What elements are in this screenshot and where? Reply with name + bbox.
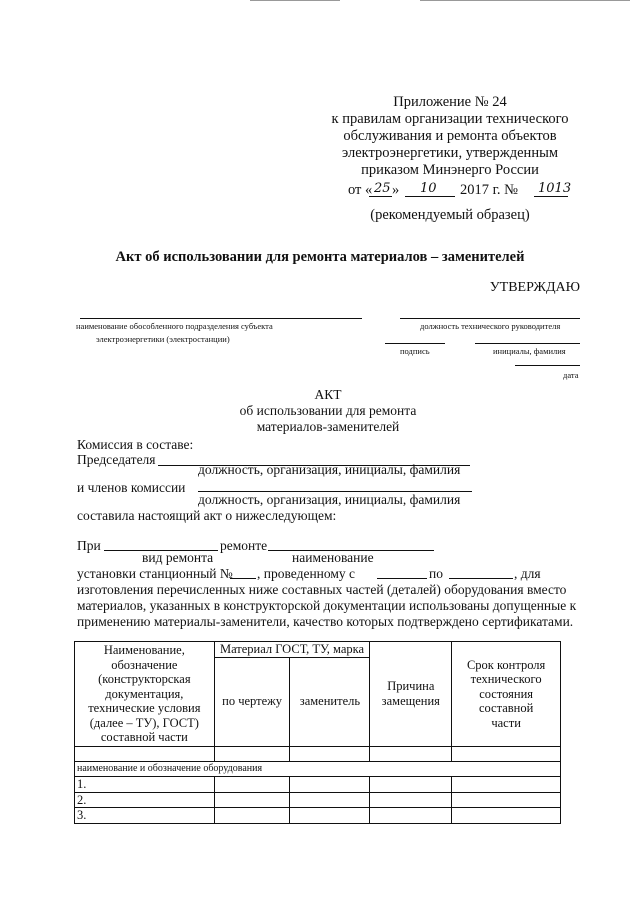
repair-paragraph-line: применению материалы-заменители, качество которых подтверждено сертификатами. xyxy=(77,614,574,629)
for-label: , для xyxy=(514,566,541,581)
installation-number-field[interactable] xyxy=(230,578,256,579)
repair-paragraph-line: материалов, указанных в конструкторской документации использованы допущенные к xyxy=(77,598,577,613)
subdivision-caption-2: электроэнергетики (электростанции) xyxy=(96,334,230,344)
table-row xyxy=(75,808,561,824)
table-row xyxy=(75,777,561,793)
signature-caption: подпись xyxy=(400,346,430,356)
installation-label: установки станционный № xyxy=(77,566,233,581)
commission-composition: Комиссия в составе: xyxy=(77,437,194,452)
installation-line xyxy=(77,566,567,582)
order-month: 10 xyxy=(420,181,437,196)
subdivision-caption: наименование обособленного подразделения субъекта xyxy=(76,321,273,331)
order-date-line xyxy=(340,180,600,200)
members-caption: должность, организация, инициалы, фамилия xyxy=(198,492,461,507)
conducted-label: , проведенному с xyxy=(257,566,356,581)
table-row xyxy=(75,792,561,808)
table-row xyxy=(75,746,561,761)
by-drawing-header: по чертежу xyxy=(214,657,290,746)
recommended-sample: (рекомендуемый образец) xyxy=(370,207,530,223)
table-row xyxy=(75,761,561,777)
repair-word: ремонте xyxy=(220,538,268,553)
compiled-text: составила настоящий акт о нижеследующем: xyxy=(77,508,337,523)
order-year: 2017 г. № xyxy=(460,182,519,198)
materials-table xyxy=(74,641,561,824)
members-label: и членов комиссии xyxy=(77,480,186,495)
row-number: 2. xyxy=(75,792,215,808)
reason-header: Причина замещения xyxy=(370,642,452,747)
component-name-header: Наименование, обозначение (конструкторская документация, технические условия (далее – ТУ), ГОСТ) составной части xyxy=(75,642,215,747)
appendix-line: к правилам организации технического xyxy=(331,111,569,127)
equipment-row-label: наименование и обозначение оборудования xyxy=(75,761,561,777)
repair-at: При xyxy=(77,538,101,553)
chairman-caption: должность, организация, инициалы, фамилия xyxy=(198,462,461,477)
order-day-suffix: » xyxy=(392,182,400,198)
order-day: 25 xyxy=(374,181,391,196)
scan-edge-mark xyxy=(250,0,340,3)
repair-paragraph-line: изготовления перечисленных ниже составных частей (деталей) оборудования вместо xyxy=(77,582,567,597)
row-number: 1. xyxy=(75,777,215,793)
repair-name-caption: наименование xyxy=(292,550,374,565)
substitute-header: заменитель xyxy=(290,657,370,746)
order-number: 1013 xyxy=(538,181,572,196)
act-heading-line: об использовании для ремонта xyxy=(239,403,417,418)
to-label: по xyxy=(429,566,443,581)
position-caption: должность технического руководителя xyxy=(420,321,561,331)
act-heading: АКТ xyxy=(314,387,342,402)
act-heading-line: материалов-заменителей xyxy=(256,419,400,434)
appendix-number: Приложение № 24 xyxy=(393,94,507,110)
date-caption: дата xyxy=(563,370,579,380)
deadline-header: Срок контроля технического состояния составной части xyxy=(452,642,561,747)
chairman-label: Председателя xyxy=(77,452,156,467)
document-title: Акт об использовании для ремонта материалов – заменителей xyxy=(115,249,525,265)
appendix-line: приказом Минэнерго России xyxy=(361,162,539,178)
material-header: Материал ГОСТ, ТУ, марка xyxy=(214,642,370,658)
appendix-line: обслуживания и ремонта объектов xyxy=(343,128,557,144)
order-date-prefix: от « xyxy=(348,182,373,198)
appendix-line: электроэнергетики, утвержденным xyxy=(342,145,558,161)
initials-caption: инициалы, фамилия xyxy=(493,346,566,356)
scan-edge-mark xyxy=(420,0,630,3)
row-number: 3. xyxy=(75,808,215,824)
approve-label: УТВЕРЖДАЮ xyxy=(489,280,580,295)
repair-type-caption: вид ремонта xyxy=(142,550,214,565)
date-to-field[interactable] xyxy=(449,578,513,579)
date-from-field[interactable] xyxy=(377,578,427,579)
